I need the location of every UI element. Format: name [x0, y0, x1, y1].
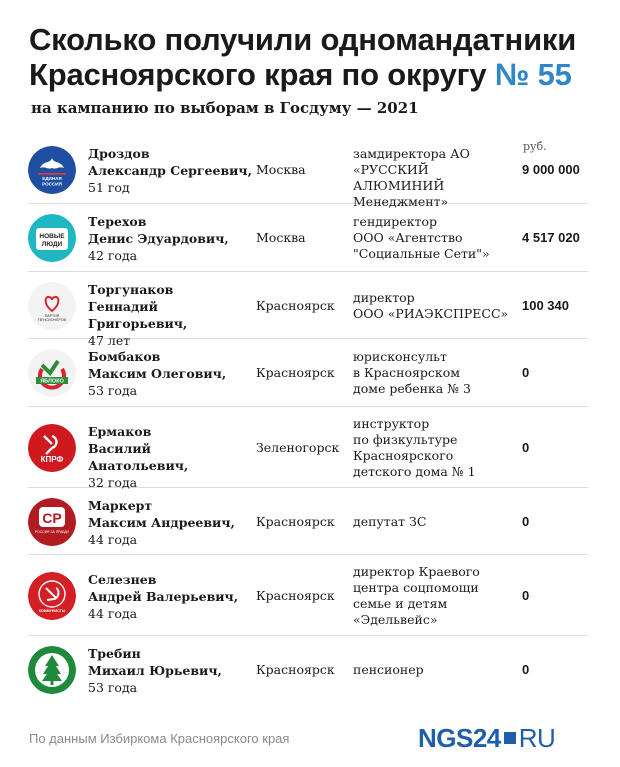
candidate-city: Красноярск — [256, 297, 335, 313]
candidate-name — [88, 145, 253, 196]
currency-unit: руб. — [523, 140, 547, 153]
candidate-last-name: Терехов — [88, 214, 147, 229]
candidate-age: 51 год — [88, 180, 130, 195]
edinaya-rossiya-logo — [28, 146, 76, 194]
candidate-first-name: Василий Анатольевич, — [88, 440, 189, 473]
candidate-name — [88, 213, 253, 264]
candidate-city: Красноярск — [256, 587, 335, 603]
candidate-name — [88, 571, 253, 622]
candidate-row — [28, 272, 588, 348]
candidate-last-name: Бомбаков — [88, 349, 161, 364]
candidate-first-name: Александр Сергеевич, — [88, 163, 252, 178]
campaign-amount: 0 — [522, 587, 530, 603]
candidate-name — [88, 497, 253, 548]
candidate-first-name: Геннадий Григорьевич, — [88, 298, 188, 331]
candidate-row — [28, 204, 588, 272]
title-accent: № 55 — [494, 57, 572, 92]
candidate-job: гендиректор ООО «Агентство "Социальные Сети"» — [353, 214, 490, 261]
svg-text:РОССИЯ ЗА ПРАВДУ: РОССИЯ ЗА ПРАВДУ — [34, 529, 70, 534]
candidate-city: Зеленогорск — [256, 439, 340, 455]
candidate-row — [28, 488, 588, 555]
candidate-last-name: Селезнев — [88, 571, 157, 587]
candidate-name — [88, 348, 253, 399]
svg-text:РОССИЯ: РОССИЯ — [42, 181, 62, 187]
candidate-age: 44 года — [88, 531, 138, 547]
candidate-job: замдиректора АО «РУССКИЙ АЛЮМИНИЙ Менеджмент» — [353, 146, 470, 209]
spravedlivaya-rossiya-logo — [28, 498, 76, 546]
svg-text:ЕДИНАЯ: ЕДИНАЯ — [42, 176, 62, 181]
candidate-age: 44 года — [88, 605, 138, 621]
candidate-first-name: Максим Андреевич, — [88, 514, 235, 530]
candidate-city: Красноярск — [256, 662, 335, 677]
zelenye-logo — [28, 646, 76, 694]
page-title — [29, 22, 599, 92]
candidate-age: 32 года — [88, 474, 138, 490]
ngs24-logo[interactable] — [418, 723, 555, 753]
svg-text:НОВЫЕ: НОВЫЕ — [39, 233, 65, 240]
campaign-amount: 0 — [522, 439, 530, 455]
candidate-row — [28, 136, 588, 209]
candidate-last-name: Дроздов — [88, 146, 150, 161]
candidate-city: Москва — [256, 230, 306, 245]
candidate-age: 53 года — [88, 383, 138, 398]
candidate-age: 42 года — [88, 248, 138, 263]
campaign-amount: 100 340 — [522, 297, 569, 313]
candidate-row — [28, 339, 588, 407]
candidate-job: юрисконсульт в Красноярском доме ребенка № 3 — [353, 349, 471, 396]
candidate-name — [88, 423, 253, 491]
candidate-city: Москва — [256, 162, 306, 177]
candidate-row — [28, 407, 588, 488]
candidate-last-name: Требин — [88, 646, 141, 661]
campaign-amount: 9 000 000 — [522, 162, 580, 177]
candidate-city: Красноярск — [256, 513, 335, 529]
candidate-age: 47 лет — [88, 332, 131, 348]
yabloko-logo — [28, 349, 76, 397]
campaign-amount: 0 — [522, 513, 530, 529]
svg-text:КПРФ: КПРФ — [40, 454, 64, 464]
candidate-city: Красноярск — [256, 365, 335, 380]
title-main: Сколько получили одномандатники Красноярского края по округу — [29, 22, 577, 92]
candidate-last-name: Маркерт — [88, 497, 153, 513]
novye-lyudi-logo — [28, 214, 76, 262]
candidate-row — [28, 636, 588, 704]
candidate-row — [28, 555, 588, 636]
candidate-job: депутат ЗС — [353, 513, 427, 529]
svg-text:ЯБЛОКО: ЯБЛОКО — [40, 378, 64, 385]
svg-text:ПАРТИЯ: ПАРТИЯ — [44, 313, 60, 318]
candidate-first-name: Михаил Юрьевич, — [88, 663, 222, 678]
candidate-job: директор ООО «РИАЭКСПРЕСС» — [353, 289, 509, 321]
svg-text:ПЕНСИОНЕРОВ: ПЕНСИОНЕРОВ — [37, 317, 67, 322]
svg-text:СР: СР — [42, 509, 62, 526]
candidate-job: пенсионер — [353, 662, 424, 677]
campaign-amount: 0 — [522, 365, 530, 380]
candidate-last-name: Ермаков — [88, 423, 152, 439]
partiya-pensionerov-logo — [28, 282, 76, 330]
candidate-first-name: Максим Олегович, — [88, 366, 227, 381]
candidate-age: 53 года — [88, 680, 138, 695]
kprf-logo — [28, 424, 76, 472]
candidate-first-name: Андрей Валерьевич, — [88, 588, 239, 604]
campaign-amount: 0 — [522, 662, 530, 677]
candidate-name — [88, 645, 253, 696]
page-subtitle: на кампанию по выборам в Госдуму — 2021 — [31, 99, 419, 117]
brand-square-icon — [504, 732, 516, 744]
candidate-job: директор Краевого центра соцпомощи семье и детям «Эдельвейс» — [353, 563, 480, 627]
kommunisty-rossii-logo — [28, 572, 76, 620]
candidate-first-name: Денис Эдуардович, — [88, 231, 229, 246]
candidate-last-name: Торгунаков — [88, 281, 174, 297]
candidate-job: инструктор по физкультуре Красноярского детского дома № 1 — [353, 415, 476, 479]
svg-text:КОММУНИСТЫ: КОММУНИСТЫ — [38, 608, 66, 613]
campaign-amount: 4 517 020 — [522, 230, 580, 245]
source-note: По данным Избиркома Красноярского края — [29, 731, 290, 746]
svg-text:ЛЮДИ: ЛЮДИ — [41, 241, 63, 248]
brand-tld: RU — [518, 722, 556, 753]
brand-main: NGS24 — [418, 722, 501, 753]
